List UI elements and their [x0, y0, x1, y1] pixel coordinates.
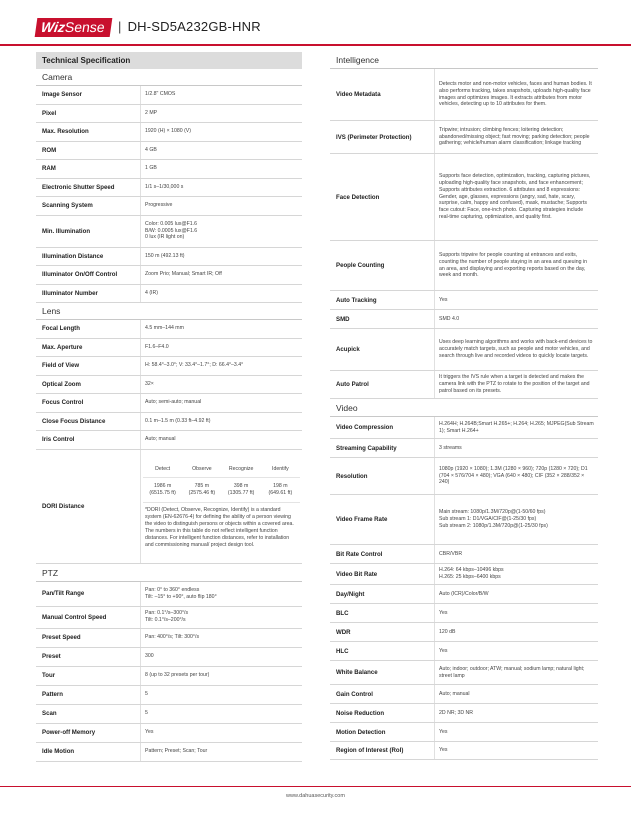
spec-value: It triggers the IVS rule when a target is detected and makes the camera link with the PTZ to rotate to the position of the target and patrol based on its presets. [434, 371, 598, 398]
spec-row-streaming-capability [330, 439, 598, 458]
section-camera: Camera [36, 69, 302, 86]
spec-label: Electronic Shutter Speed [42, 183, 115, 191]
spec-label: Face Detection [336, 193, 380, 201]
spec-value-line: H.264: 64 kbps–10496 kbps [439, 567, 504, 574]
spec-value-line: Color: 0.005 lux@F1.6 [145, 220, 197, 227]
spec-row-blc [330, 604, 598, 623]
spec-row-close-focus-distance [36, 413, 302, 432]
spec-label: People Counting [336, 262, 385, 269]
spec-row-focal-length [36, 320, 302, 339]
spec-value: 120 dB [434, 623, 598, 641]
spec-label: Power-off Memory [42, 729, 96, 736]
spec-row-bit-rate-control [330, 545, 598, 564]
spec-label: White Balance [336, 669, 378, 676]
spec-label: Preset Speed [42, 634, 81, 641]
model-number: DH-SD5A232GB-HNR [127, 19, 261, 34]
dori-value-observe: 785 m (2575.46 ft) [188, 483, 216, 497]
spec-row-rom [36, 142, 302, 161]
spec-value: Pattern; Preset; Scan; Tour [140, 743, 302, 761]
spec-label: Illuminator On/Off Control [42, 271, 118, 279]
spec-value: 2D NR; 3D NR [434, 704, 598, 722]
spec-value: 1/1 s–1/30,000 s [140, 179, 302, 197]
spec-label: RAM [42, 165, 56, 173]
spec-value-line: Pan: 0.1°/s–300°/s [145, 610, 189, 617]
spec-label: Max. Resolution [42, 128, 89, 136]
spec-value: 4.5 mm–144 mm [140, 320, 302, 338]
spec-value: 8 (up to 32 presets per tour) [140, 667, 302, 685]
spec-value-line: Sub stream 2: 1080p/1.3M/720p@(1-25/30 fps) [439, 522, 548, 529]
spec-label: Video Bit Rate [336, 570, 378, 578]
spec-value: 4 (IR) [140, 285, 302, 303]
spec-label: Acupick [336, 346, 360, 353]
dori-header-detect: Detect [155, 465, 171, 472]
dori-note: *DORI (Detect, Observe, Recognize, Identify) is a standard system (EN-62676-4) for defining the ability of a person viewing the video to distinguish persons or objects within a covered area. The numbers in this table do not reflect intelligent function distances. For intelligent function distances, refer to installation and commissioning manual/ project design tool. [145, 507, 294, 548]
spec-value: Auto; indoor; outdoor; ATW; manual; sodium lamp; natural light; street lamp [434, 661, 598, 684]
spec-label: HLC [336, 647, 349, 655]
spec-value-line: Sub stream 1: D1/VGA/CIF@(1-25/30 fps) [439, 516, 537, 523]
spec-row-illumination-distance [36, 248, 302, 267]
spec-value: H: 58.4°–3.0°; V: 33.4°–1.7°; D: 66.4°–3.4° [140, 357, 302, 375]
spec-value: H.264H; H.264B;Smart H.265+; H.264; H.265; MJPEG(Sub Stream 1); Smart H.264+ [434, 417, 598, 438]
spec-label: ROM [42, 146, 57, 154]
dori-header-row [143, 461, 300, 479]
spec-row-gain-control [330, 685, 598, 704]
spec-label: Focus Control [42, 399, 84, 407]
spec-label: IVS (Perimeter Protection) [336, 133, 412, 141]
spec-row-preset [36, 648, 302, 667]
spec-value: Yes [140, 724, 302, 742]
spec-value: Progressive [140, 197, 302, 215]
spec-label: Illumination Distance [42, 252, 104, 260]
spec-label: Video Compression [336, 424, 394, 431]
spec-row-power-off-memory [36, 724, 302, 743]
spec-value: Auto (ICR)/Color/B/W [434, 585, 598, 603]
spec-label: Min. Illumination [42, 227, 91, 235]
spec-label: DORI Distance [42, 502, 85, 510]
dori-header-observe: Observe [192, 465, 212, 472]
spec-label: Pan/Tilt Range [42, 590, 85, 597]
spec-row-field-of-view [36, 357, 302, 376]
dori-values-row [143, 478, 300, 503]
spec-label: Noise Reduction [336, 709, 385, 717]
model-title [118, 19, 261, 34]
spec-row-idle-motion [36, 743, 302, 762]
spec-label: Gain Control [336, 690, 373, 698]
spec-row-smd [330, 310, 598, 329]
spec-row-wdr [330, 623, 598, 642]
right-column [330, 52, 598, 760]
spec-value: 5 [140, 686, 302, 704]
spec-value: Yes [434, 723, 598, 741]
section-video: Video [330, 399, 598, 417]
spec-label: Streaming Capability [336, 444, 397, 452]
spec-label: Video Frame Rate [336, 516, 388, 523]
spec-row-image-sensor [36, 86, 302, 105]
spec-label: Auto Tracking [336, 296, 377, 304]
spec-label: Day/Night [336, 590, 365, 598]
lens-table [36, 320, 302, 450]
spec-row-day-night [330, 585, 598, 604]
spec-row-ram [36, 160, 302, 179]
spec-value-line: Tilt: 0.1°/s–200°/s [145, 617, 186, 623]
ptz-table [36, 582, 302, 762]
page-footer [0, 786, 631, 799]
spec-row-video-frame-rate [330, 495, 598, 545]
spec-label: Focal Length [42, 325, 80, 333]
spec-value-line: H.265: 25 kbps–6400 kbps [439, 574, 501, 580]
spec-label: Max. Aperture [42, 343, 83, 351]
spec-row-pan-tilt-range [36, 582, 302, 607]
spec-label: Illuminator Number [42, 289, 98, 297]
spec-value: Zoom Prio; Manual; Smart IR; Off [140, 266, 302, 284]
logo-sense: Sense [63, 19, 106, 35]
section-lens: Lens [36, 303, 302, 320]
title-separator: | [118, 19, 122, 34]
spec-label: Region of Interest (RoI) [336, 747, 404, 754]
spec-row-face-detection [330, 154, 598, 241]
spec-label: Image Sensor [42, 91, 82, 99]
spec-value: 4 GB [140, 142, 302, 160]
spec-row-noise-reduction [330, 704, 598, 723]
spec-row-focus-control [36, 394, 302, 413]
spec-row-scanning-system [36, 197, 302, 216]
spec-value: 0.1 m–1.5 m (0.33 ft–4.92 ft) [140, 413, 302, 431]
spec-row-tour [36, 667, 302, 686]
spec-value: Yes [434, 291, 598, 309]
spec-value: 300 [140, 648, 302, 666]
spec-row-illuminator-on-off-control [36, 266, 302, 285]
spec-value: 1920 (H) × 1080 (V) [140, 123, 302, 141]
spec-value: CBR/VBR [434, 545, 598, 563]
spec-row-region-of-interest-roi [330, 742, 598, 760]
spec-label: Auto Patrol [336, 381, 369, 388]
spec-label: Optical Zoom [42, 380, 81, 388]
spec-row-resolution [330, 458, 598, 495]
spec-label: Manual Control Speed [42, 613, 107, 621]
spec-label: Idle Motion [42, 748, 75, 755]
spec-row-ivs-perimeter-protection [330, 121, 598, 154]
spec-value [434, 495, 598, 544]
spec-value [140, 607, 302, 628]
spec-row-dori-distance [36, 450, 302, 564]
page-header [0, 0, 631, 46]
spec-label: Motion Detection [336, 728, 386, 736]
spec-label: Scanning System [42, 202, 93, 210]
spec-label: SMD [336, 315, 350, 323]
spec-value: Auto; manual [140, 431, 302, 449]
spec-value: Uses deep learning algorithms and works with back-end devices to accurately match targets, such as people and motor vehicles, and search through live and recorded videos to quickly locate targets. [434, 329, 598, 370]
intelligence-table [330, 69, 598, 399]
spec-value [140, 582, 302, 606]
dori-value-detect: 1986 m (6515.75 ft) [149, 483, 176, 497]
spec-title: Technical Specification [36, 52, 302, 69]
spec-value-line: B/W: 0.0005 lux@F1.6 [145, 227, 198, 234]
spec-value: 1 GB [140, 160, 302, 178]
spec-value: 150 m (492.13 ft) [140, 248, 302, 266]
spec-row-optical-zoom [36, 376, 302, 395]
spec-value: Yes [434, 604, 598, 622]
spec-value: 3 streams [434, 439, 598, 457]
spec-value-line: Pan: 0° to 360° endless [145, 586, 200, 593]
spec-label: Preset [42, 653, 61, 660]
dori-value-recognize: 398 m (1305.77 ft) [227, 483, 255, 497]
spec-label: Resolution [336, 472, 368, 480]
dori-value-identify: 198 m (649.61 ft) [268, 483, 293, 497]
wizsense-logo [35, 18, 112, 37]
spec-value [140, 216, 302, 247]
spec-label: Bit Rate Control [336, 550, 383, 558]
spec-value: 1/2.8" CMOS [140, 86, 302, 104]
spec-row-iris-control [36, 431, 302, 450]
spec-value: Yes [434, 742, 598, 759]
spec-value: Auto; semi-auto; manual [140, 394, 302, 412]
spec-label: Field of View [42, 362, 80, 370]
spec-row-pixel [36, 105, 302, 124]
spec-value-line: Main stream: 1080p/1.3M/720p@(1-50/60 fps) [439, 509, 546, 516]
spec-row-white-balance [330, 661, 598, 685]
spec-value: Tripwire; intrusion; climbing fences; loitering detection; abandoned/missing object; fast moving; parking detection; people gathering; vehicle/human alarm classification; linkage tracking [434, 121, 598, 153]
dori-header-identify: Identify [272, 465, 289, 472]
spec-value: 2 MP [140, 105, 302, 123]
spec-row-manual-control-speed [36, 607, 302, 629]
spec-label: Video Metadata [336, 91, 381, 98]
spec-value: 1080p (1920 × 1080); 1.3M (1280 × 960); 720p (1280 × 720); D1 (704 × 576/704 × 480); VGA (640 × 480); CIF (352 × 288/352 × 240) [434, 458, 598, 494]
spec-row-acupick [330, 329, 598, 371]
spec-row-video-bit-rate [330, 564, 598, 585]
spec-value: 32× [140, 376, 302, 394]
spec-row-pattern [36, 686, 302, 705]
spec-value: F1.6–F4.0 [140, 339, 302, 357]
spec-label: Tour [42, 672, 56, 679]
spec-row-min-illumination [36, 216, 302, 248]
spec-row-max-resolution [36, 123, 302, 142]
spec-row-electronic-shutter-speed [36, 179, 302, 198]
camera-table [36, 86, 302, 303]
video-table [330, 417, 598, 760]
spec-row-illuminator-number [36, 285, 302, 304]
spec-value: Supports face detection, optimization, tracking, capturing pictures, uploading high-quality face snapshots, and face enhancement; Supports attributes extraction. 6 attributes and 8 expressions: Gender, age, glasses, expressions (angry, sad, hate, scary, surprise, calm, happy and confused), mask, mustache; Supports face cutout: Face, one-inch photo. Capturing strategies include real-time capturing, optimization, and quality first. [434, 154, 598, 240]
section-ptz: PTZ [36, 564, 302, 582]
spec-row-preset-speed [36, 629, 302, 648]
spec-value: 5 [140, 705, 302, 723]
logo-wiz: Wiz [39, 19, 67, 35]
spec-row-auto-tracking [330, 291, 598, 310]
left-column [36, 52, 302, 762]
spec-value: Supports tripwire for people counting at entrances and exits, counting the number of people staying in an area and queuing in an area, and displaying and exporting reports based on the day, week and month. [434, 241, 598, 290]
spec-value-line: 0 lux (IR light on) [145, 234, 185, 241]
spec-label: WDR [336, 628, 351, 636]
spec-label: BLC [336, 609, 349, 617]
spec-value: Detects motor and non-motor vehicles, faces and human bodies. It also performs tracking, takes snapshots, uploads high-quality face images and optimizes images. It extracts attributes from motor vehicles, detecting up to 10 attributes for them. [434, 69, 598, 120]
spec-row-hlc [330, 642, 598, 661]
spec-label: Pattern [42, 691, 63, 698]
spec-row-scan [36, 705, 302, 724]
spec-label: Scan [42, 710, 57, 717]
spec-value: SMD 4.0 [434, 310, 598, 328]
spec-label: Iris Control [42, 436, 75, 444]
spec-value: Auto; manual [434, 685, 598, 703]
section-intelligence: Intelligence [330, 52, 598, 69]
spec-row-video-compression [330, 417, 598, 439]
dori-table [140, 450, 302, 563]
spec-value: Yes [434, 642, 598, 660]
spec-row-motion-detection [330, 723, 598, 742]
spec-row-auto-patrol [330, 371, 598, 399]
spec-row-people-counting [330, 241, 598, 291]
spec-value: Pan: 400°/s; Tilt: 300°/s [140, 629, 302, 647]
dori-header-recognize: Recognize [228, 465, 254, 472]
spec-row-video-metadata [330, 69, 598, 121]
spec-value-line: Tilt: –15° to +90°, auto flip 180° [145, 593, 217, 600]
spec-label: Close Focus Distance [42, 417, 106, 425]
footer-url: www.dahuasecurity.com [286, 793, 345, 799]
spec-row-max-aperture [36, 339, 302, 358]
spec-value [434, 564, 598, 584]
spec-label: Pixel [42, 109, 57, 117]
